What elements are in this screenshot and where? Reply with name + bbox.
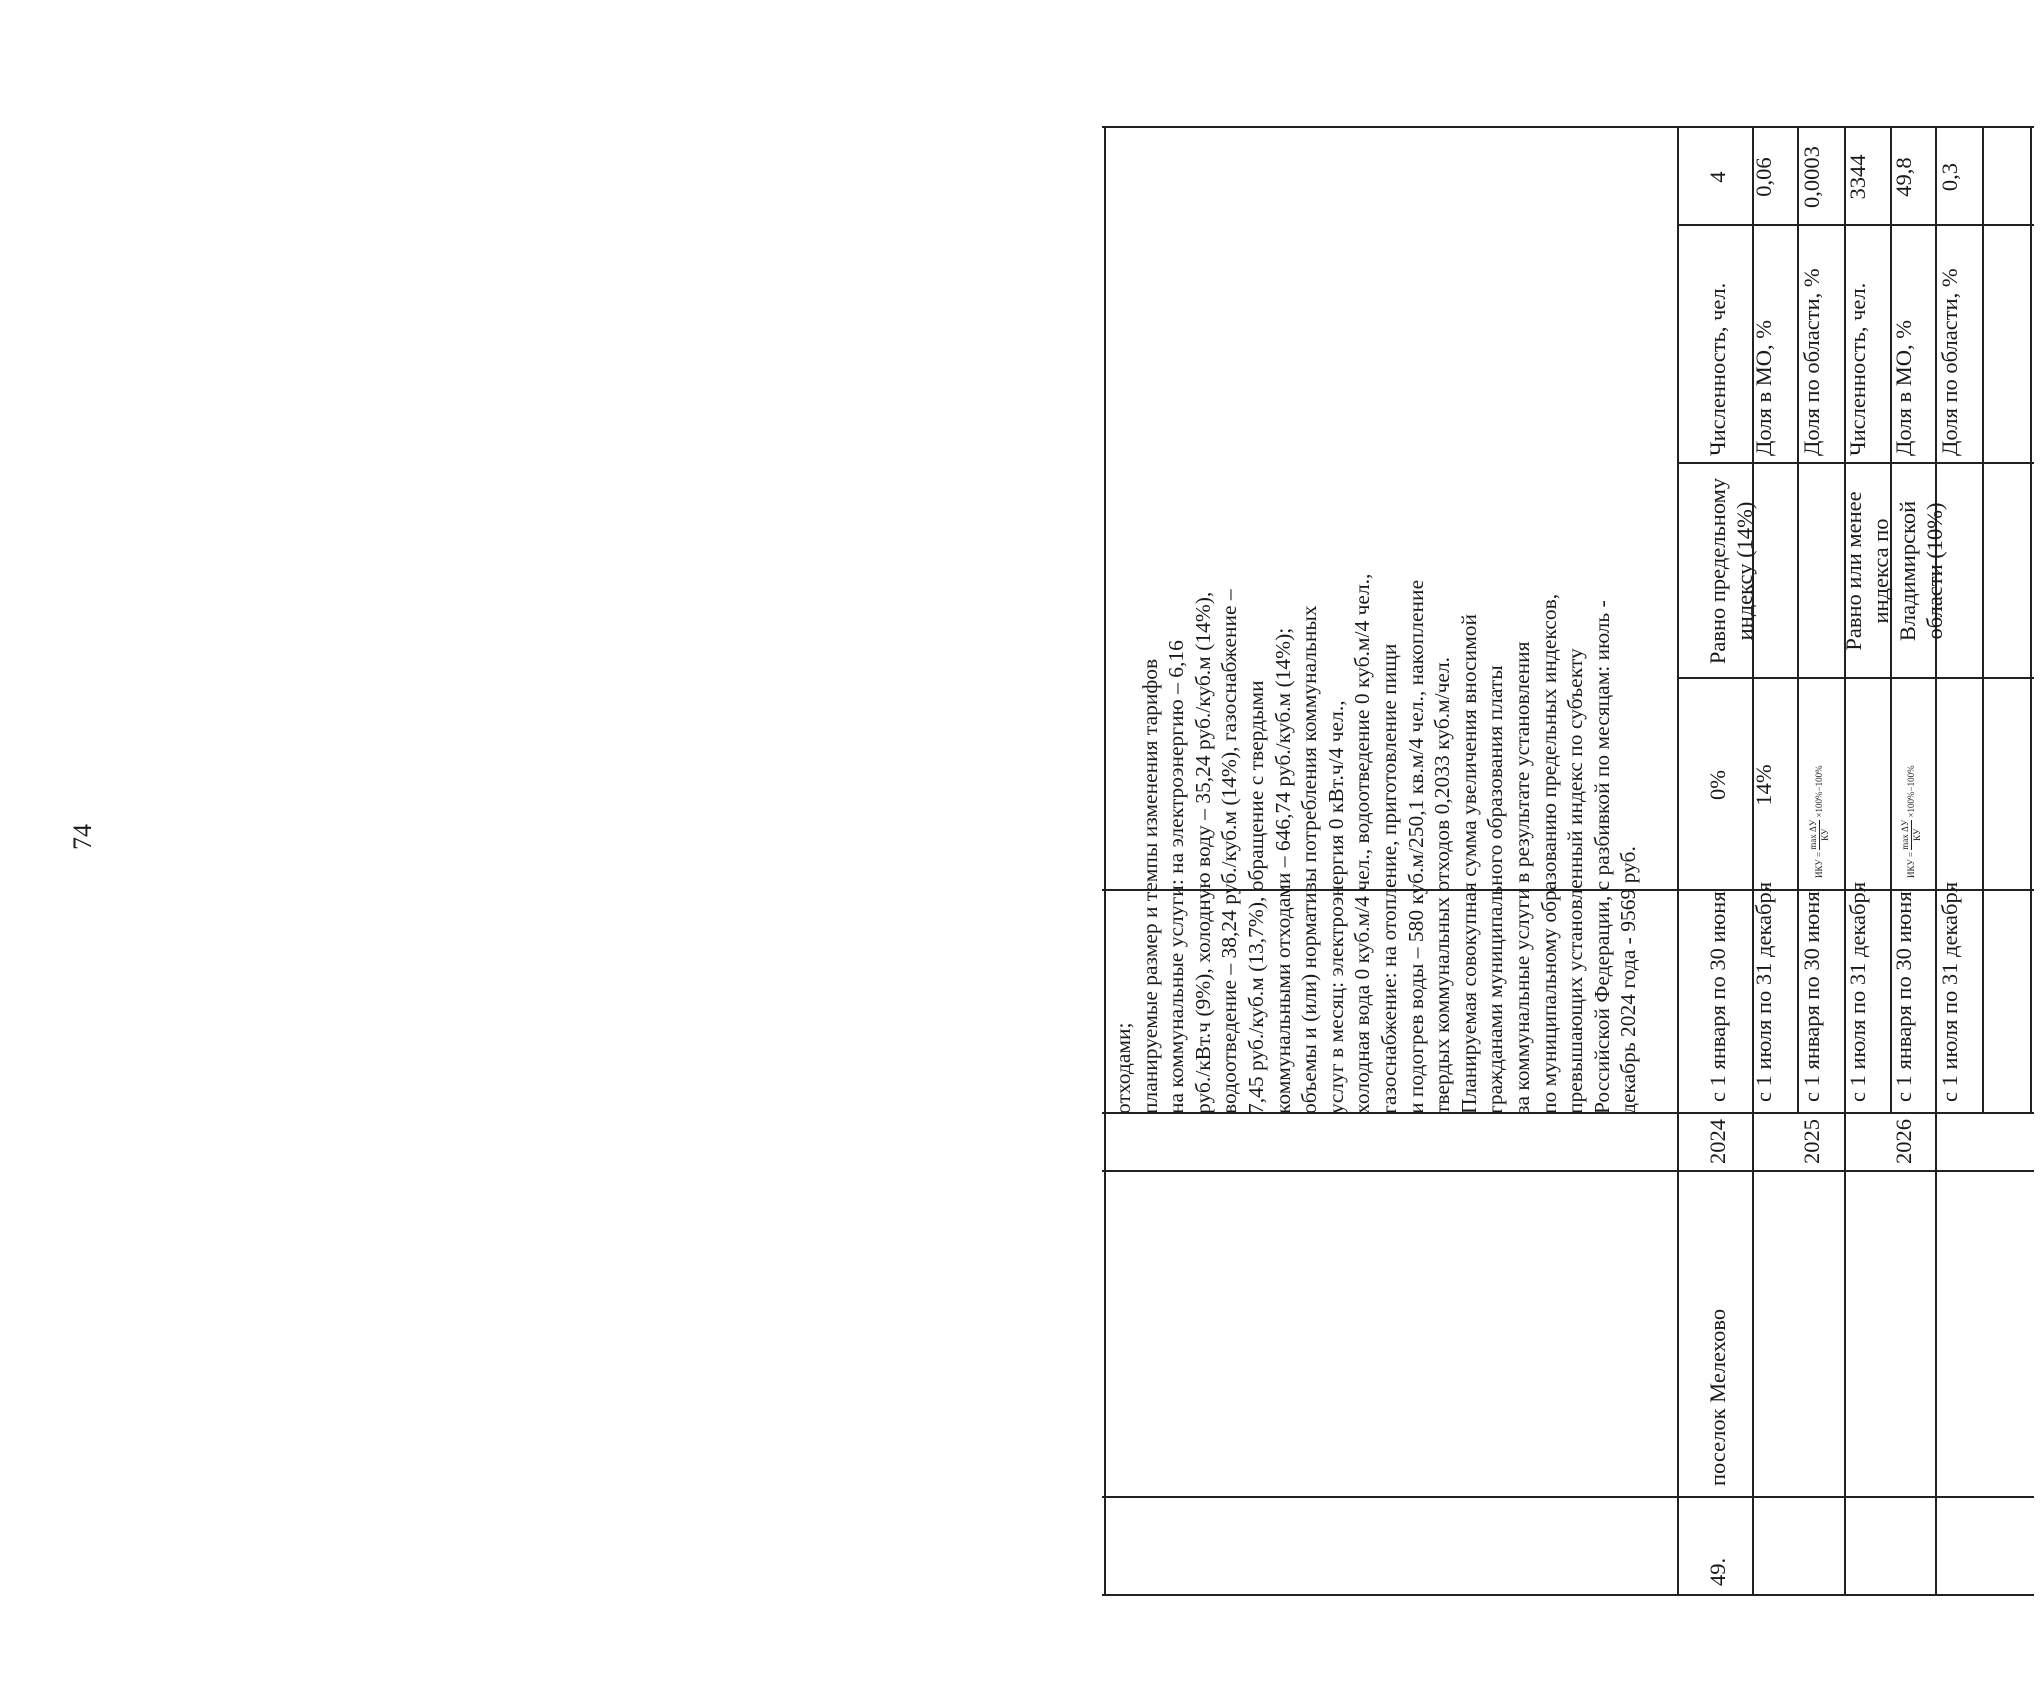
formula-tail: ×100%−100% xyxy=(1905,765,1916,818)
table-border-right xyxy=(2030,126,2032,1114)
metric-value: 0,06 xyxy=(1751,157,1776,197)
metric-name: Численность, чел. xyxy=(1705,282,1730,456)
description-line: газоснабжение: на отопление, приготовление пищи xyxy=(1376,643,1401,1114)
description-line: планируемые размер и темпы изменения тарифов xyxy=(1137,658,1162,1114)
condition-text: Равно предельному индексу (14%) xyxy=(1705,477,1757,665)
description-line: 7,45 руб./куб.м (13,7%), обращение с твердыми xyxy=(1243,680,1268,1114)
description-line: водоотведение – 38,24 руб./куб.м (14%), газоснабжение – xyxy=(1217,589,1242,1114)
column-border xyxy=(1102,1594,2034,1596)
metric-name: Доля в МО, % xyxy=(1891,320,1916,456)
period-separator xyxy=(1982,126,1984,1114)
metric-value: 49,8 xyxy=(1891,157,1916,197)
description-line: и подогрев воды – 580 куб.м/250,1 кв.м/4 чел., накопление xyxy=(1403,579,1428,1114)
metric-value: 4 xyxy=(1705,171,1730,183)
description-line: Планируемая совокупная сумма увеличения вносимой xyxy=(1456,613,1481,1114)
description-line: руб./кВт.ч (9%), холодную воду – 35,24 руб./куб.м (14%), xyxy=(1190,591,1215,1114)
period-label: с 1 января по 30 июня xyxy=(1705,891,1730,1102)
year-2025: 2025 xyxy=(1799,1119,1824,1164)
index-formula: ИКУ = max ΔУ КУ ×100%−100% xyxy=(1808,765,1830,878)
column-border xyxy=(1677,462,2034,464)
description-line: услуг в месяц: электроэнергия 0 кВт.ч/4 чел., xyxy=(1323,700,1348,1114)
formula-left: ИКУ xyxy=(1905,859,1916,878)
metric-value: 0,0003 xyxy=(1799,146,1824,208)
formula-numerator: max ΔУ xyxy=(1808,819,1818,850)
description-line: холодная вода 0 куб.м/4 чел., водоотведение 0 куб.м/4 чел., xyxy=(1350,573,1375,1114)
metric-name: Численность, чел. xyxy=(1845,282,1870,456)
tariff-description xyxy=(1110,144,1642,1114)
description-line: объемы и (или) нормативы потребления коммунальных xyxy=(1297,605,1322,1114)
index-value: 14% xyxy=(1751,764,1776,806)
page-number: 74 xyxy=(68,824,97,850)
metric-value: 3344 xyxy=(1845,154,1870,200)
description-line: отходами; xyxy=(1111,1022,1135,1114)
period-label: с 1 июля по 31 декабря xyxy=(1937,881,1962,1102)
description-line: коммунальными отходами – 646,74 руб./куб.м (14%); xyxy=(1270,627,1295,1114)
metric-name: Доля по области, % xyxy=(1937,268,1962,456)
period-label: с 1 января по 30 июня xyxy=(1799,891,1824,1102)
column-border xyxy=(1102,1496,2034,1498)
description-line: твердых коммунальных отходов 0,2033 куб.м/чел. xyxy=(1430,656,1455,1114)
description-line: декабрь 2024 года - 9569 руб. xyxy=(1616,846,1641,1114)
description-line: Российской Федерации, с разбивкой по месяцам: июль - xyxy=(1589,600,1614,1114)
formula-left: ИКУ xyxy=(1813,859,1824,878)
period-label: с 1 января по 30 июня xyxy=(1891,891,1916,1102)
metric-name: Доля в МО, % xyxy=(1751,320,1776,456)
year-2024: 2024 xyxy=(1705,1119,1730,1164)
formula-tail: ×100%−100% xyxy=(1813,765,1824,818)
metric-value: 0,3 xyxy=(1937,162,1962,192)
row-separator xyxy=(1677,126,1679,1596)
period-label: с 1 июля по 31 декабря xyxy=(1751,881,1776,1102)
formula-numerator: max ΔУ xyxy=(1900,819,1910,850)
rotated-table xyxy=(1102,126,2042,1596)
description-line: по муниципальному образованию предельных индексов, xyxy=(1536,593,1561,1114)
year-2026: 2026 xyxy=(1891,1119,1916,1164)
index-value: 0% xyxy=(1705,770,1730,800)
column-border xyxy=(1102,1170,2034,1172)
description-line: на коммунальные услуги: на электроэнергию – 6,16 xyxy=(1164,640,1189,1114)
description-line: превышающих установленный индекс по субъекту xyxy=(1563,648,1588,1114)
index-formula: ИКУ = max ΔУ КУ ×100%−100% xyxy=(1900,765,1922,878)
settlement-name: поселок Мелехово xyxy=(1705,1308,1730,1486)
metric-name: Доля по области, % xyxy=(1799,268,1824,456)
row-number: 49. xyxy=(1705,1557,1730,1586)
period-label: с 1 июля по 31 декабря xyxy=(1845,881,1870,1102)
formula-denominator: КУ xyxy=(1912,828,1922,841)
table-border-left xyxy=(1104,126,1106,1596)
description-line: за коммунальные услуги в результате установления xyxy=(1509,641,1534,1114)
formula-denominator: КУ xyxy=(1820,828,1830,841)
description-line: гражданами муниципального образования платы xyxy=(1483,665,1508,1114)
condition-text: Равно или менее индекса по Владимирской области (10%) xyxy=(1841,491,1947,651)
